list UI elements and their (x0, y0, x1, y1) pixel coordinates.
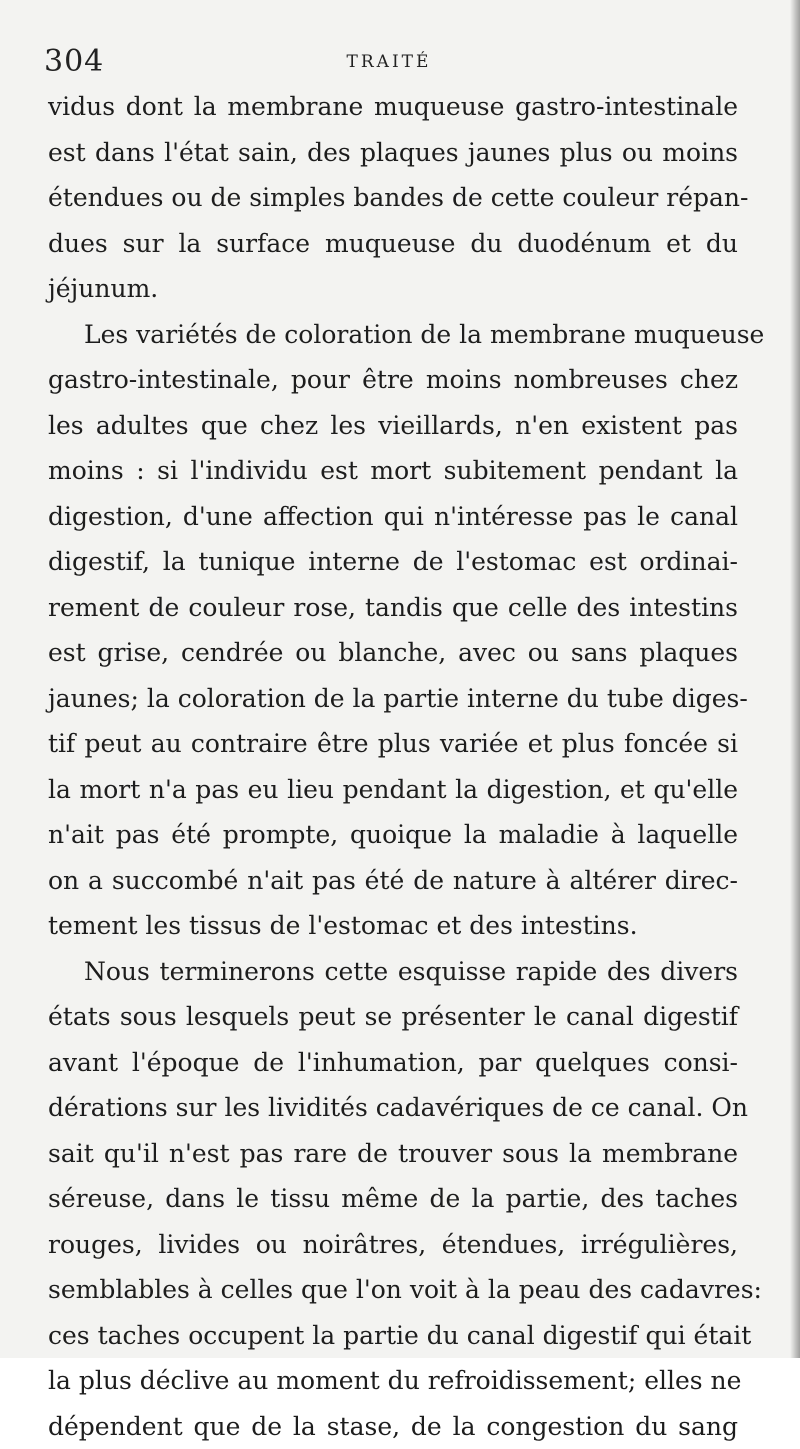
text-line: gastro-intestinale, pour être moins nombreuses chez (48, 357, 738, 403)
text-line: moins : si l'individu est mort subitement pendant la (48, 448, 738, 494)
text-line: vidus dont la membrane muqueuse gastro-intestinale (48, 84, 738, 130)
text-line: on a succombé n'ait pas été de nature à altérer direc- (48, 858, 738, 904)
text-line: digestif, la tunique interne de l'estomac est ordinai- (48, 539, 738, 585)
text-line: semblables à celles que l'on voit à la peau des cadavres: (48, 1267, 738, 1313)
text-line: rement de couleur rose, tandis que celle des intestins (48, 585, 738, 631)
text-line: la plus déclive au moment du refroidissement; elles ne (48, 1358, 738, 1404)
text-line: séreuse, dans le tissu même de la partie, des taches (48, 1176, 738, 1222)
body-text (48, 84, 738, 1449)
text-line: Les variétés de coloration de la membrane muqueuse (48, 312, 738, 358)
text-line: tif peut au contraire être plus variée et plus foncée si (48, 721, 738, 767)
text-line: rouges, livides ou noirâtres, étendues, irrégulières, (48, 1222, 738, 1268)
text-line: jaunes; la coloration de la partie interne du tube diges- (48, 676, 738, 722)
page-header (44, 44, 734, 84)
text-line: jéjunum. (48, 266, 738, 312)
text-line: ces taches occupent la partie du canal digestif qui était (48, 1313, 738, 1359)
text-line: dérations sur les lividités cadavériques de ce canal. On (48, 1085, 738, 1131)
running-head: TRAITÉ (44, 52, 734, 72)
text-line: digestion, d'une affection qui n'intéresse pas le canal (48, 494, 738, 540)
text-line: avant l'époque de l'inhumation, par quelques consi- (48, 1040, 738, 1086)
text-line: est dans l'état sain, des plaques jaunes plus ou moins (48, 130, 738, 176)
text-line: dues sur la surface muqueuse du duodénum et du (48, 221, 738, 267)
text-line: les adultes que chez les vieillards, n'en existent pas (48, 403, 738, 449)
text-line: états sous lesquels peut se présenter le canal digestif (48, 994, 738, 1040)
text-line: la mort n'a pas eu lieu pendant la digestion, et qu'elle (48, 767, 738, 813)
text-line: est grise, cendrée ou blanche, avec ou sans plaques (48, 630, 738, 676)
page-number: 304 (44, 44, 104, 79)
text-line: tement les tissus de l'estomac et des intestins. (48, 903, 738, 949)
text-line: dépendent que de la stase, de la congestion du sang (48, 1404, 738, 1449)
text-line: étendues ou de simples bandes de cette couleur répan- (48, 175, 738, 221)
text-line: n'ait pas été prompte, quoique la maladie à laquelle (48, 812, 738, 858)
text-line: Nous terminerons cette esquisse rapide des divers (48, 949, 738, 995)
text-line: sait qu'il n'est pas rare de trouver sous la membrane (48, 1131, 738, 1177)
